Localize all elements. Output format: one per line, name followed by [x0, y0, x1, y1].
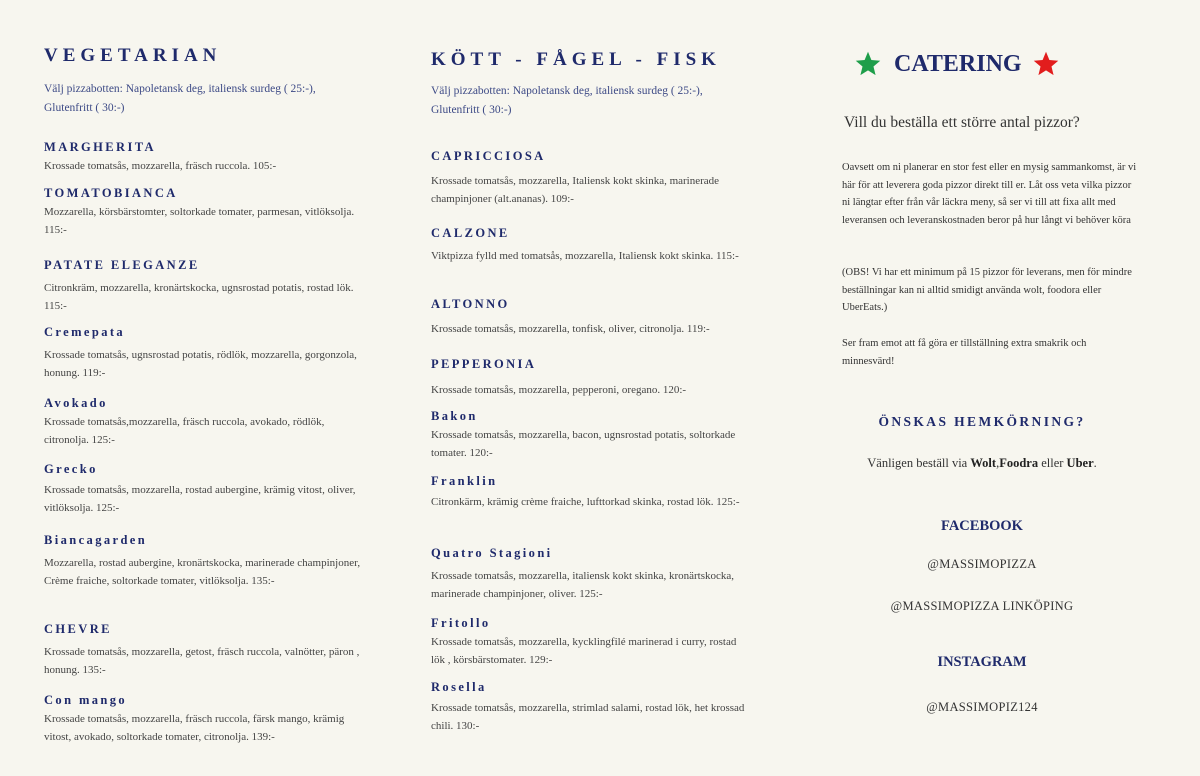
delivery-sep: ,	[996, 456, 1000, 470]
catering-header	[854, 50, 1060, 78]
menu-item-desc: Krossade tomatsås, mozzarella, rostad aubergine, krämig vitost, oliver, vitlöksolja. 125:-	[44, 484, 356, 514]
menu-item-desc: Krossade tomatsås, mozzarella, tonfisk, oliver, citronolja. 119:-	[431, 323, 710, 335]
wolt-link[interactable]: Wolt	[970, 456, 997, 470]
meat-title: KÖTT - FÅGEL - FISK	[431, 49, 721, 70]
menu-item-name: TOMATOBIANCA	[44, 186, 178, 200]
menu-item	[431, 357, 751, 399]
menu-item-desc: Krossade tomatsås, mozzarella, fräsch ruccola, färsk mango, krämig vitost, avokado, soltorkade tomater, citronolja. 139:-	[44, 713, 345, 743]
menu-item-desc: Citronkräm, mozzarella, kronärtskocka, ugnsrostad potatis, rostad lök. 115:-	[44, 282, 354, 312]
menu-item-name: Biancagarden	[44, 533, 148, 547]
menu-item-desc: Krossade tomatsås, mozzarella, italiensk kokt skinka, kronärtskocka, marinerade champinjoner, oliver. 125:-	[431, 570, 735, 600]
menu-item-name: Cremepata	[44, 325, 126, 339]
delivery-mid: eller	[1038, 456, 1067, 470]
menu-item-desc: Krossade tomatsås, mozzarella, Italiensk kokt skinka, marinerade champinjoner (alt.ananas). 109:-	[431, 175, 720, 205]
menu-item-name: Quatro Stagioni	[431, 546, 553, 560]
menu-item-name: Grecko	[44, 462, 98, 476]
menu-item	[44, 258, 364, 315]
instagram-handle[interactable]: @MASSIMOPIZ124	[926, 700, 1038, 714]
menu-item-name: Avokado	[44, 396, 108, 410]
menu-item-desc: Krossade tomatsås, mozzarella, pepperoni, oregano. 120:-	[431, 384, 687, 396]
green-star-icon	[854, 50, 882, 78]
menu-item-name: PEPPERONIA	[431, 357, 537, 371]
menu-item	[44, 533, 364, 590]
menu-item	[44, 396, 364, 449]
menu-item-desc: Krossade tomatsås, ugnsrostad potatis, rödlök, mozzarella, gorgonzola, honung. 119:-	[44, 349, 357, 379]
facebook-handle[interactable]: @MASSIMOPIZZA	[927, 557, 1037, 571]
menu-item-name: Franklin	[431, 474, 498, 488]
menu-item	[44, 140, 364, 175]
menu-item-name: ALTONNO	[431, 297, 510, 311]
catering-closing: Ser fram emot att få göra er tillställning extra smakrik och minnesvärd!	[842, 338, 1087, 367]
menu-item	[431, 474, 751, 511]
foodra-link[interactable]: Foodra	[999, 456, 1039, 470]
menu-item-desc: Citronkärm, krämig crème fraiche, lufttorkad skinka, rostad lök. 125:-	[431, 496, 740, 508]
menu-item-name: MARGHERITA	[44, 140, 156, 154]
menu-item-desc: Mozzarella, körsbärstomter, soltorkade tomater, parmesan, vitlöksolja. 115:-	[44, 206, 355, 236]
menu-item-name: PATATE ELEGANZE	[44, 258, 200, 272]
menu-item-desc: Krossade tomatsås, mozzarella, kycklingfilé marinerad i curry, rostad lök , körsbärstomater. 129:-	[431, 636, 737, 666]
delivery-text-prefix: Vänligen beställ via	[867, 456, 971, 470]
menu-item	[44, 693, 364, 746]
vegetarian-subtitle: Välj pizzabotten: Napoletansk deg, italiensk surdeg ( 25:-), Glutenfritt ( 30:-)	[44, 83, 316, 114]
menu-item-desc: Krossade tomatsås, mozzarella, getost, fräsch ruccola, valnötter, päron , honung. 135:-	[44, 646, 360, 676]
facebook-handle-linkoping[interactable]: @MASSIMOPIZZA LINKÖPING	[890, 599, 1074, 613]
delivery-end: .	[1093, 456, 1097, 470]
catering-note: (OBS! Vi har ett minimum på 15 pizzor för leverans, men för mindre beställningar kan ni alltid smidigt använda wolt, foodora eller UberEats.)	[842, 267, 1132, 313]
menu-item	[44, 325, 364, 382]
menu-item-name: Fritollo	[431, 616, 491, 630]
facebook-title: FACEBOOK	[941, 518, 1023, 534]
menu-item	[431, 149, 751, 208]
menu-item-desc: Krossade tomatsås, mozzarella, strimlad salami, rostad lök, het krossad chili. 130:-	[431, 702, 745, 732]
menu-item	[431, 546, 751, 603]
menu-item	[431, 680, 751, 735]
catering-question: Vill du beställa ett större antal pizzor?	[844, 114, 1080, 131]
menu-item	[431, 226, 751, 265]
delivery-title: ÖNSKAS HEMKÖRNING?	[878, 414, 1086, 429]
menu-item-desc: Viktpizza fylld med tomatsås, mozzarella, Italiensk kokt skinka. 115:-	[431, 250, 739, 262]
delivery-text	[840, 456, 1124, 471]
uber-link[interactable]: Uber	[1066, 456, 1094, 470]
red-star-icon	[1032, 50, 1060, 78]
menu-item-desc: Krossade tomatsås, mozzarella, bacon, ugnsrostad potatis, soltorkade tomater. 120:-	[431, 429, 736, 459]
menu-item-name: CHEVRE	[44, 622, 112, 636]
menu-item	[44, 622, 364, 679]
menu-item-name: Bakon	[431, 409, 478, 423]
instagram-title: INSTAGRAM	[937, 654, 1027, 670]
vegetarian-title: VEGETARIAN	[44, 45, 222, 66]
menu-item-desc: Krossade tomatsås, mozzarella, fräsch ruccola. 105:-	[44, 160, 277, 172]
catering-paragraph: Oavsett om ni planerar en stor fest eller en mysig sammankomst, är vi här för att leverera goda pizzor direkt till er. Låt oss veta vilka pizzor ni längtar efter från vår läckra meny, så ser vi till att fixa allt med leveransen och leveranskostnaden beror på hur långt vi behöver köra	[842, 162, 1137, 226]
menu-item	[431, 297, 751, 338]
menu-item-name: CAPRICCIOSA	[431, 149, 546, 163]
menu-item	[44, 186, 364, 239]
menu-item	[431, 409, 751, 462]
menu-item-name: CALZONE	[431, 226, 510, 240]
menu-item	[431, 616, 751, 669]
menu-item-name: Con mango	[44, 693, 128, 707]
menu-item-desc: Mozzarella, rostad aubergine, kronärtskocka, marinerade champinjoner, Crème fraiche, soltorkade tomater, vitlöksolja. 135:-	[44, 557, 361, 587]
menu-item-name: Rosella	[431, 680, 487, 694]
catering-title: CATERING	[894, 50, 1022, 77]
menu-item-desc: Krossade tomatsås,mozzarella, fräsch ruccola, avokado, rödlök, citronolja. 125:-	[44, 416, 325, 446]
meat-subtitle: Välj pizzabotten: Napoletansk deg, italiensk surdeg ( 25:-), Glutenfritt ( 30:-)	[431, 85, 703, 116]
menu-item	[44, 462, 364, 517]
